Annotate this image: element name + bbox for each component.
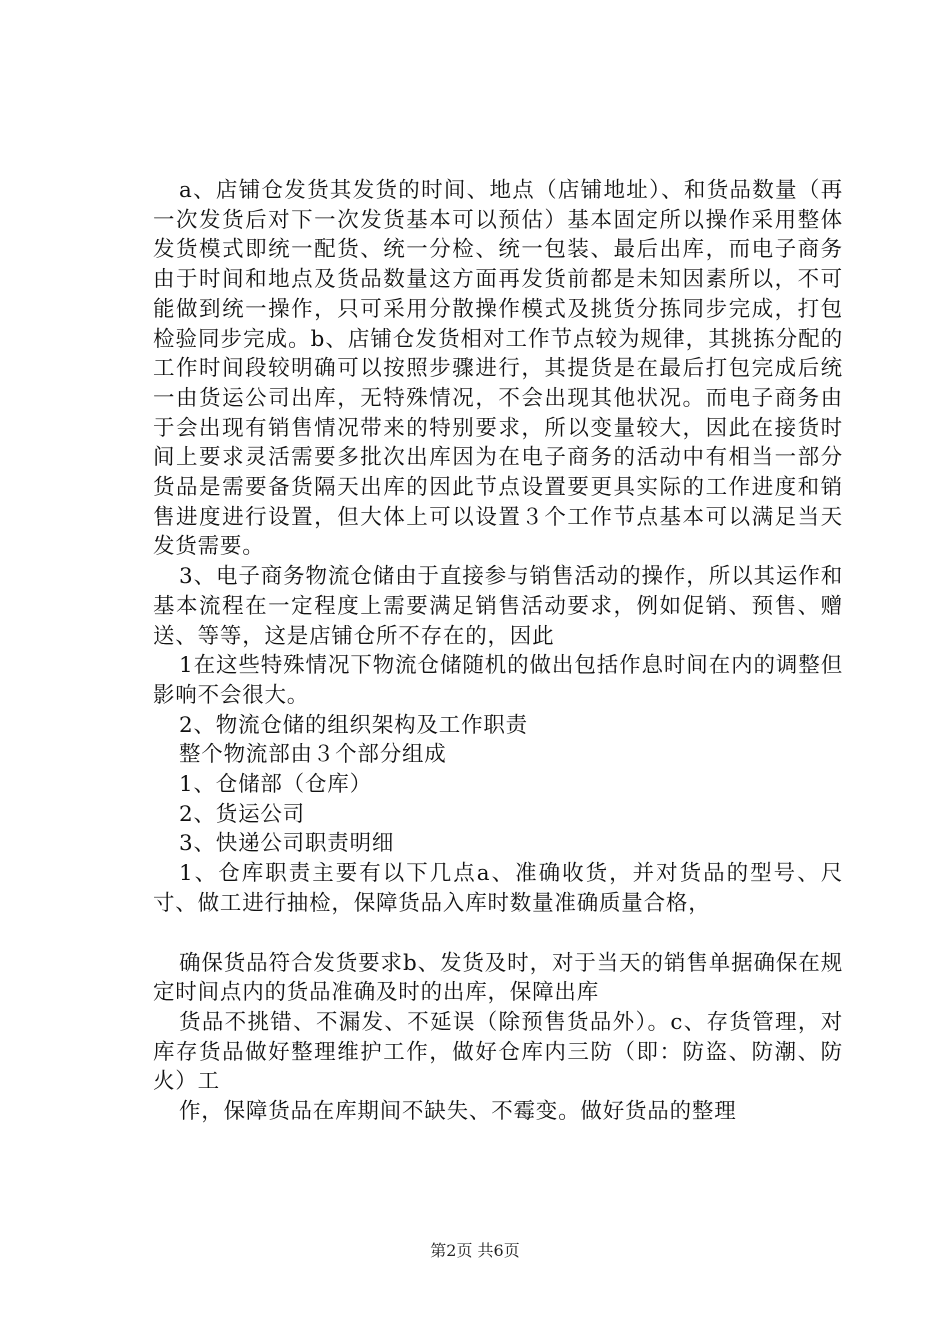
paragraph-special-cases: 1在这些特殊情况下物流仓储随机的做出包括作息时间在内的调整但影响不会很大。 [153, 653, 843, 708]
paragraph-three-parts: 整个物流部由３个部分组成 [179, 742, 447, 768]
list-item-warehouse: 1、仓储部（仓库） [179, 772, 372, 798]
paragraph-gap [153, 919, 843, 949]
paragraph-warehouse-duties: 1、仓库职责主要有以下几点a、准确收货，并对货品的型号、尺寸、做工进行抽检，保障货品入库时数量准确质量合格， [153, 861, 843, 916]
paragraph-point-3: 3、电子商务物流仓储由于直接参与销售活动的操作，所以其运作和基本流程在一定程度上需要满足销售活动要求，例如促销、预售、赠送、等等，这是店铺仓所不存在的，因此 [153, 564, 843, 649]
paragraph-goods-safety: 作，保障货品在库期间不缺失、不霉变。做好货品的整理 [179, 1099, 737, 1125]
list-item-freight-company: 2、货运公司 [179, 801, 305, 827]
paragraph-inventory-management: 货品不挑错、不漏发、不延误（除预售货品外）。c、存货管理，对库存货品做好整理维护工作，做好仓库内三防（即：防盗、防潮、防火）工 [153, 1009, 843, 1095]
list-item-express-company: 3、快递公司职责明细 [179, 831, 395, 857]
page-number-footer: 第2页 共6页 [430, 1241, 520, 1260]
heading-org-structure: 2、物流仓储的组织架构及工作职责 [179, 712, 528, 738]
paragraph-a-b-comparison: a、店铺仓发货其发货的时间、地点（店铺地址）、和货品数量（再一次发货后对下一次发货基本可以预估）基本固定所以操作采用整体发货模式即统一配货、统一分检、统一包装、最后出库，而电子商务由于时间和地点及货品数量这方面再发货前都是未知因素所以，不可能做到统一操作，只可采用分散操作模式及挑货分拣同步完成，打包检验同步完成。b、店铺仓发货相对工作节点较为规律，其挑拣分配的工作时间段较明确可以按照步骤进行，其提货是在最后打包完成后统一由货运公司出库，无特殊情况，不会出现其他状况。而电子商务由于会出现有销售情况带来的特别要求，所以变量较大，因此在接货时间上要求灵活需要多批次出库因为在电子商务的活动中有相当一部分货品是需要备货隔天出库的因此节点设置要更具实际的工作进度和销售进度进行设置，但大体上可以设置３个工作节点基本可以满足当天发货需要。 [153, 178, 843, 560]
paragraph-shipping-requirements: 确保货品符合发货要求b、发货及时，对于当天的销售单据确保在规定时间点内的货品准确及时的出库，保障出库 [153, 950, 844, 1006]
document-body [153, 176, 843, 1127]
